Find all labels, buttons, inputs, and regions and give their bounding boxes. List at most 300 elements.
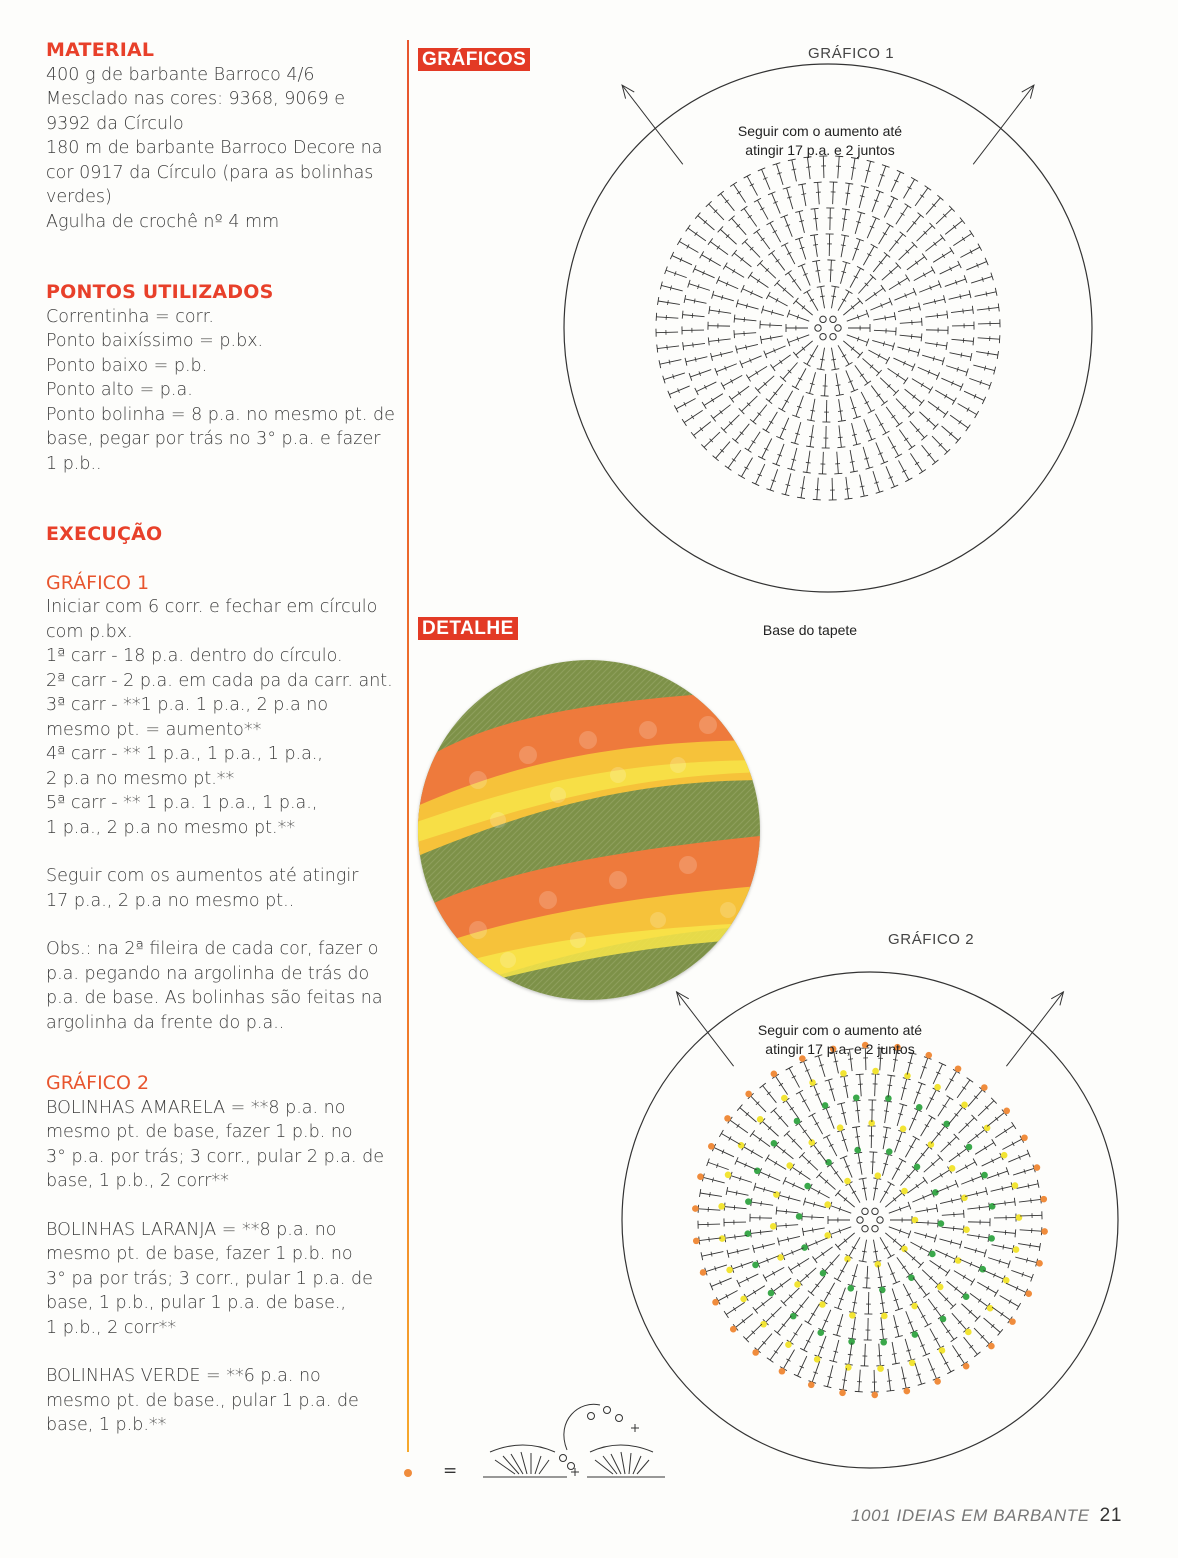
chart2-double-crochet: [931, 1170, 950, 1182]
chart2-double-crochet: [787, 1134, 802, 1150]
chart2-double-crochet: [991, 1186, 1012, 1191]
chart2-double-crochet: [915, 1208, 937, 1212]
chart2-stitch-bar: [946, 1330, 950, 1333]
chart2-stitch-top: [823, 1135, 830, 1139]
legend-equals: =: [443, 1461, 458, 1481]
chart2-note-line1: Seguir com o aumento até: [757, 1022, 923, 1038]
chart2-stitch-bar: [940, 1173, 943, 1177]
chart2-double-crochet: [827, 1137, 837, 1157]
chart2-double-crochet: [721, 1133, 740, 1144]
chart2-double-crochet: [773, 1278, 791, 1291]
chart2-note-line2: atingir 17 p.a, e 2 juntos: [765, 1041, 915, 1057]
chart2-bobble-dot: [847, 1285, 854, 1292]
chart2-bobble-dot: [1003, 1107, 1010, 1114]
pontos-text: Correntinha = corr. Ponto baixíssimo = p.bx. Ponto baixo = p.b. Ponto alto = p.a. Ponto bolinha = 8 p.a. no mesmo pt. de base, pegar por trás no 3° p.a. e fazer 1 p.b..: [46, 306, 395, 474]
chart2-double-crochet: [903, 1284, 913, 1304]
chart2-double-crochet: [941, 1137, 957, 1152]
chart2-bobble-dot: [940, 1316, 947, 1323]
chart2-stitch-bar: [957, 1354, 961, 1357]
chart2-bobble-dot: [871, 1392, 878, 1399]
chart2-bobble-dot: [949, 1165, 956, 1172]
chart2-bobble-dot: [745, 1198, 752, 1205]
chart2-double-crochet: [799, 1123, 812, 1141]
chart2-double-crochet: [975, 1143, 994, 1155]
chart2-stitch-bar: [957, 1153, 960, 1157]
chart2-bobble-dot: [719, 1235, 726, 1242]
material-heading: MATERIAL: [46, 39, 155, 61]
chart2-stitch-top: [852, 1126, 860, 1127]
chart2-double-crochet: [770, 1342, 783, 1360]
chart2-double-crochet: [804, 1061, 813, 1081]
chart2-stitch-top: [724, 1311, 728, 1318]
chart2-double-crochet: [912, 1194, 932, 1203]
chart2-double-crochet: [711, 1278, 731, 1287]
chart2-double-crochet: [956, 1162, 975, 1173]
chart2-stitch-bar: [737, 1249, 738, 1254]
chart2-stitch-top: [1012, 1122, 1016, 1129]
chart2-double-crochet: [740, 1108, 757, 1122]
chart2-bobble-dot: [785, 1341, 792, 1348]
chart2-bobble-dot: [911, 1303, 918, 1310]
chart2-stitch-bar: [880, 1303, 885, 1304]
chart2-double-crochet: [873, 1179, 877, 1201]
chart2-stitch-top: [763, 1275, 767, 1282]
grafico1-continue: Seguir com os aumentos até atingir 17 p.a., 2 p.a no mesmo pt..: [46, 866, 359, 911]
chart2-stitch-bar: [788, 1237, 789, 1242]
chart2-stitch-bar: [962, 1087, 966, 1090]
chart2-bobble-dot: [904, 1388, 911, 1395]
chart2-double-crochet: [883, 1128, 887, 1150]
chart2-double-crochet: [843, 1368, 846, 1390]
chart2-stitch-top: [1017, 1303, 1021, 1310]
chart2-double-crochet: [863, 1240, 867, 1262]
chart2-bobble-dot: [768, 1290, 775, 1297]
chart2-double-crochet: [930, 1329, 941, 1348]
chart1-note-line1: Seguir com o aumento até: [737, 123, 903, 139]
chart2-stitch-top: [776, 1207, 777, 1215]
chart2-stitch-bar: [848, 1354, 853, 1355]
chart2-bobble-dot: [984, 1125, 991, 1132]
chart2-bobble-dot: [966, 1144, 973, 1151]
chart2-bobble-dot: [824, 1201, 831, 1208]
chart2-bobble-dot: [779, 1368, 786, 1375]
detalhe-badge: DETALHE: [418, 617, 518, 640]
chart1-caption: GRÁFICO 1: [808, 45, 895, 62]
chart2-stitch-bar: [902, 1378, 907, 1379]
chart2-double-crochet: [776, 1076, 788, 1094]
chart2-stitch-top: [808, 1113, 815, 1117]
chart2-double-crochet: [798, 1356, 807, 1376]
chart2-bobble-dot: [961, 1102, 968, 1109]
chart2-stitch-bar: [902, 1266, 906, 1269]
chart2-stitch-top: [767, 1358, 774, 1363]
chart2-stitch-bar: [737, 1124, 740, 1128]
chart2-double-crochet: [849, 1237, 860, 1256]
chart2-bobble-dot: [794, 1281, 801, 1288]
chart2-double-crochet: [777, 1316, 791, 1333]
chart2-double-crochet: [938, 1098, 950, 1116]
chart2-double-crochet: [881, 1291, 884, 1313]
chart2-double-crochet: [819, 1175, 835, 1190]
chart2-stitch-top: [992, 1139, 996, 1146]
chart2-bobble-dot: [708, 1143, 715, 1150]
chart2-bobble-dot: [822, 1102, 829, 1109]
chart2-bobble-dot: [875, 1172, 882, 1179]
chart2-bobble-dot: [987, 1305, 994, 1312]
chart2-bobble-dot: [881, 1313, 888, 1320]
chart2-double-crochet: [751, 1202, 773, 1205]
chart2-double-crochet: [881, 1317, 883, 1339]
chart2-bobble-dot: [872, 1068, 879, 1075]
chart2-stitch-bar: [880, 1329, 885, 1330]
chart2-bobble-dot: [726, 1267, 733, 1274]
chart2-double-crochet: [751, 1096, 766, 1112]
chart2-stitch-bar: [790, 1107, 794, 1110]
chart2-double-crochet: [978, 1101, 994, 1116]
bolinhas-amarela: BOLINHAS AMARELA = **8 p.a. no mesmo pt. de base, fazer 1 p.b. no 3° p.a. por trás; 3 corr., pular 2 p.a. de base, 1 p.b., 2 corr**: [46, 1097, 385, 1191]
chart2-stitch-top: [835, 1244, 840, 1250]
chart2-double-crochet: [752, 1134, 770, 1147]
chart2-stitch-bar: [735, 1235, 736, 1240]
stitch-legend: [395, 1380, 675, 1490]
chart2-double-crochet: [849, 1184, 860, 1203]
chart2-double-crochet: [1020, 1215, 1042, 1216]
chart2-double-crochet: [867, 1266, 868, 1288]
chart2-double-crochet: [892, 1342, 896, 1364]
chart2-double-crochet: [935, 1250, 955, 1259]
chart2-bobble-dot: [900, 1126, 907, 1133]
chart2-stitch-top: [973, 1158, 977, 1165]
chart2-bobble-dot: [981, 1084, 988, 1091]
chart2-stitch-bar: [951, 1198, 952, 1203]
chart2-bobble-dot: [955, 1065, 962, 1072]
chart2-bobble-dot: [988, 1343, 995, 1350]
chart2-double-crochet: [833, 1340, 839, 1361]
execucao-heading: EXECUÇÃO: [46, 523, 163, 545]
chart2-stitch-top: [805, 1321, 812, 1325]
chart2-double-crochet: [767, 1158, 786, 1169]
chart2-bobble-dot: [880, 1339, 887, 1346]
chart2-double-crochet: [698, 1224, 720, 1225]
chart2-bobble-dot: [820, 1270, 827, 1277]
chart2-stitch-top: [760, 1083, 766, 1088]
chart2-stitch-bar: [855, 1110, 860, 1111]
chart2-double-crochet: [725, 1235, 747, 1238]
chart2-double-crochet: [784, 1288, 800, 1303]
chart2-bobble-dot: [877, 1365, 884, 1372]
chart2-double-crochet: [838, 1193, 855, 1207]
chart2-stitch-bar: [1004, 1129, 1007, 1133]
chart2-double-crochet: [803, 1228, 825, 1232]
chart2-double-crochet: [922, 1270, 938, 1285]
page-number: 21: [1099, 1505, 1122, 1526]
chart2-double-crochet: [778, 1236, 799, 1241]
chart2-double-crochet: [938, 1291, 953, 1307]
chart2-double-crochet: [931, 1126, 945, 1143]
chart2-chain-stitch: [857, 1217, 863, 1223]
chart2-note: [740, 1021, 940, 1059]
chart2-stitch-bar: [942, 1105, 946, 1108]
chart2-double-crochet: [730, 1120, 748, 1133]
chart2-double-crochet: [928, 1358, 937, 1378]
chart2-double-crochet: [941, 1321, 954, 1339]
chart2-stitch-bar: [893, 1060, 898, 1061]
pontos-heading: PONTOS UTILIZADOS: [46, 281, 274, 303]
chart2-bobble-dot: [1034, 1164, 1041, 1171]
chart2-bobble-dot: [817, 1329, 824, 1336]
chart2-bobble-dot: [786, 1162, 793, 1169]
chart2-bobble-dot: [718, 1203, 725, 1210]
chart2-bobble-dot: [879, 1287, 886, 1294]
chart2-bobble-dot: [1040, 1196, 1047, 1203]
chart2-double-crochet: [789, 1068, 799, 1087]
chart2-bobble-dot: [1009, 1318, 1016, 1325]
chart2-bobble-dot: [1001, 1152, 1008, 1159]
chart2-double-crochet: [830, 1165, 843, 1183]
chart2-bobble-dot: [981, 1172, 988, 1179]
chart2-double-crochet: [706, 1265, 727, 1272]
chart2-stitch-bar: [852, 1302, 857, 1303]
chart2-bobble-dot: [909, 1360, 916, 1367]
chart2-double-crochet: [926, 1090, 936, 1110]
chart2-double-crochet: [786, 1101, 799, 1119]
chart2-stitch-bar: [933, 1307, 937, 1310]
chart2-stitch-bar: [799, 1171, 802, 1175]
chart2-double-crochet: [760, 1172, 780, 1181]
material-text: 400 g de barbante Barroco 4/6 Mesclado nas cores: 9368, 9069 e 9392 da Círculo 180 m de barbante Barroco Decore na cor 0917 da Círculo (para as bolinhas verdes) Agulha de crochê nº 4 mm: [46, 64, 383, 232]
chart2-double-crochet: [858, 1153, 862, 1175]
chart2-bobble-dot: [839, 1390, 846, 1397]
chart2-stitch-top: [788, 1267, 792, 1274]
chart2-bobble-dot: [934, 1378, 941, 1385]
chart2-double-crochet: [795, 1297, 809, 1314]
chart2-bobble-dot: [854, 1147, 861, 1154]
chart2-double-crochet: [967, 1130, 984, 1144]
chart2-stitch-top: [923, 1177, 928, 1183]
chart2-double-crochet: [940, 1352, 950, 1371]
chart2-double-crochet: [776, 1145, 793, 1159]
chart2-double-crochet: [933, 1064, 942, 1084]
chart2-stitch-top: [888, 1182, 895, 1186]
chart2-bobble-dot: [963, 1363, 970, 1370]
chart2-double-crochet: [915, 1147, 929, 1164]
chart2-double-crochet: [785, 1181, 805, 1190]
chart2-double-crochet: [831, 1206, 852, 1214]
chart2-double-crochet: [698, 1209, 720, 1210]
chart2-stitch-bar: [779, 1083, 783, 1086]
chart2-double-crochet: [907, 1180, 925, 1193]
chart2-stitch-bar: [760, 1230, 761, 1235]
chart2-stitch-top: [835, 1190, 840, 1196]
chart2-stitch-top: [783, 1177, 786, 1184]
chart2-bobble-dot: [886, 1148, 893, 1155]
chart2-double-crochet: [776, 1211, 798, 1213]
chart2-double-crochet: [1013, 1168, 1034, 1175]
chart2-stitch-bar: [803, 1130, 807, 1133]
chart2-double-crochet: [880, 1237, 891, 1256]
chart2-double-crochet: [954, 1271, 973, 1282]
chart2-double-crochet: [783, 1248, 803, 1256]
chart2-double-crochet: [1015, 1257, 1036, 1262]
chart2-double-crochet: [783, 1350, 794, 1369]
graficos-badge: GRÁFICOS: [418, 48, 530, 71]
chart2-bobble-dot: [697, 1173, 704, 1180]
chart2-stitch-bar: [711, 1252, 712, 1257]
chart2-bobble-dot: [754, 1167, 761, 1174]
chart2-stitch-top: [888, 1254, 895, 1258]
chart2-stitch-bar: [1001, 1312, 1004, 1316]
chart2-stitch-bar: [774, 1351, 778, 1354]
chart2-stitch-bar: [794, 1333, 798, 1336]
chart2-double-crochet: [1002, 1139, 1021, 1149]
chart2-double-crochet: [776, 1225, 798, 1226]
chart2-bobble-dot: [801, 1244, 808, 1251]
chart2-double-crochet: [818, 1056, 825, 1077]
chart2-stitch-bar: [978, 1299, 981, 1303]
chart2-double-crochet: [987, 1113, 1004, 1127]
chart2-double-crochet: [718, 1290, 737, 1300]
chart2-double-crochet: [888, 1262, 897, 1282]
chart2-double-crochet: [765, 1267, 784, 1278]
chart2-bobble-dot: [771, 1140, 778, 1147]
chart2-double-crochet: [917, 1306, 928, 1325]
chart2-double-crochet: [700, 1193, 722, 1196]
chart2-chain-stitch: [862, 1225, 868, 1231]
chart2-stitch-top: [899, 1158, 906, 1162]
chart2-stitch-bar: [887, 1381, 892, 1382]
chart2-stitch-top: [765, 1155, 769, 1162]
chart2-bobble-dot: [963, 1293, 970, 1300]
chart2-double-crochet: [879, 1344, 881, 1366]
chart2-double-crochet: [790, 1324, 802, 1342]
orange-dot-icon: [404, 1469, 412, 1477]
chart2-double-crochet: [982, 1156, 1002, 1166]
chart1-note-line2: atingir 17 p.a. e 2 juntos: [745, 142, 895, 158]
chart2-stitch-bar: [709, 1237, 710, 1242]
chart2-bobble-dot: [1036, 1260, 1043, 1267]
chart2-double-crochet: [888, 1369, 891, 1391]
chart2-double-crochet: [983, 1270, 1003, 1279]
chart2-stitch-top: [1015, 1229, 1016, 1237]
chart2-double-crochet: [897, 1105, 903, 1126]
chart2-bobble-dot: [725, 1171, 732, 1178]
chart2-double-crochet: [970, 1293, 988, 1306]
chart2-double-crochet: [874, 1370, 875, 1392]
chart2-double-crochet: [792, 1167, 810, 1179]
chart2-double-crochet: [758, 1256, 778, 1264]
chart2-double-crochet: [837, 1314, 843, 1335]
chart2-double-crochet: [977, 1282, 996, 1293]
chart2-stitches: [692, 1042, 1048, 1398]
chart2-double-crochet: [905, 1138, 916, 1157]
chart2-stitch-top: [946, 1269, 950, 1276]
chart2-bobble-dot: [700, 1269, 707, 1276]
chart2-double-crochet: [702, 1252, 724, 1257]
chart2-stitch-bar: [979, 1205, 980, 1210]
chart2-double-crochet: [901, 1079, 907, 1100]
chart2-stitch-top: [964, 1210, 965, 1218]
chart2-stitch-bar: [1003, 1245, 1004, 1250]
chart2-bobble-dot: [770, 1223, 777, 1230]
chart2-stitch-top: [1039, 1243, 1040, 1251]
chart2-bobble-dot: [693, 1238, 700, 1245]
chart2-stitch-bar: [759, 1138, 762, 1142]
chart2-stitch-bar: [763, 1244, 764, 1249]
chart2-double-crochet: [964, 1337, 978, 1354]
grafico2-heading: GRÁFICO 2: [46, 1072, 150, 1094]
chart2-stitch-bar: [818, 1151, 822, 1154]
chart2-double-crochet: [824, 1283, 835, 1302]
chart2-bobble-dot: [1003, 1277, 1010, 1284]
chart2-double-crochet: [746, 1324, 762, 1339]
chart2-double-crochet: [885, 1233, 902, 1247]
chart2-double-crochet: [703, 1177, 724, 1182]
chart2-caption: GRÁFICO 2: [888, 931, 975, 948]
chart2-double-crochet: [967, 1207, 989, 1209]
chart2-stitch-bar: [916, 1184, 919, 1188]
chart2-bobble-dot: [988, 1235, 995, 1242]
chart2-stitch-top: [812, 1256, 817, 1262]
chart2-double-crochet: [863, 1179, 867, 1201]
chart2-double-crochet: [889, 1227, 910, 1235]
chart2-double-crochet: [895, 1132, 903, 1153]
chart2-double-crochet: [800, 1268, 816, 1283]
chart2-bobble-dot: [1016, 1214, 1023, 1221]
chart2-stitch-top: [994, 1290, 998, 1297]
chart2-stitch-bar: [884, 1111, 889, 1112]
chart2-stitch-top: [939, 1062, 946, 1065]
chart2-bobble-dot: [1013, 1246, 1020, 1253]
chart2-double-crochet: [804, 1331, 814, 1351]
chart2-bobble-dot: [853, 1094, 860, 1101]
chart2-stitch-bar: [938, 1265, 941, 1269]
chart2-double-crochet: [913, 1278, 926, 1296]
chart2-stitch-top: [971, 1279, 975, 1286]
chart2-double-crochet: [915, 1363, 922, 1384]
chart2-double-crochet: [878, 1265, 882, 1287]
chart2-stitch-bar: [979, 1234, 980, 1239]
page-footer: [851, 1505, 1122, 1527]
chart2-double-crochet: [708, 1162, 729, 1169]
chart2-double-crochet: [952, 1345, 964, 1363]
chart2-bobble-dot: [796, 1213, 803, 1220]
chart2-double-crochet: [825, 1254, 840, 1270]
chart2-stitch-bar: [1030, 1243, 1031, 1248]
grafico1-heading: GRÁFICO 1: [46, 571, 150, 594]
grafico1-obs: Obs.: na 2ª fileira de cada cor, fazer o p.a. pegando na argolinha de trás do p.a. de base. As bolinhas são feitas na argolinha da frente do p.a..: [46, 939, 383, 1033]
chart2-stitch-bar: [887, 1085, 892, 1086]
chart2-double-crochet: [882, 1155, 888, 1176]
chart2-double-crochet: [827, 1365, 832, 1386]
chart2-double-crochet: [1000, 1295, 1019, 1306]
chart2-double-crochet: [779, 1195, 800, 1201]
chart2-stitch-bar: [862, 1251, 867, 1252]
chart2-stitch-top: [913, 1136, 920, 1140]
bolinhas-laranja: BOLINHAS LARANJA = **8 p.a. no mesmo pt. de base, fazer 1 p.b. no 3° pa por trás; 3 corr., pular 1 p.a. de base, 1 p.b., pular 1 p.a. de base., 1 p.b., 2 corr**: [46, 1219, 373, 1338]
chart2-stitch-top: [737, 1280, 740, 1287]
chart2-stitch-bar: [892, 1353, 897, 1354]
chart2-bobble-dot: [961, 1195, 968, 1202]
chart2-double-crochet: [959, 1118, 975, 1133]
chart2-double-crochet: [802, 1155, 818, 1170]
chart2-stitch-bar: [736, 1191, 737, 1196]
chart2-double-crochet: [900, 1169, 915, 1185]
chart2-stitch-bar: [894, 1326, 899, 1327]
chart2-double-crochet: [810, 1187, 829, 1198]
chart2-bobble-dot: [781, 1095, 788, 1102]
chart2-chain-stitch: [862, 1208, 868, 1214]
chart2-double-crochet: [936, 1184, 956, 1192]
